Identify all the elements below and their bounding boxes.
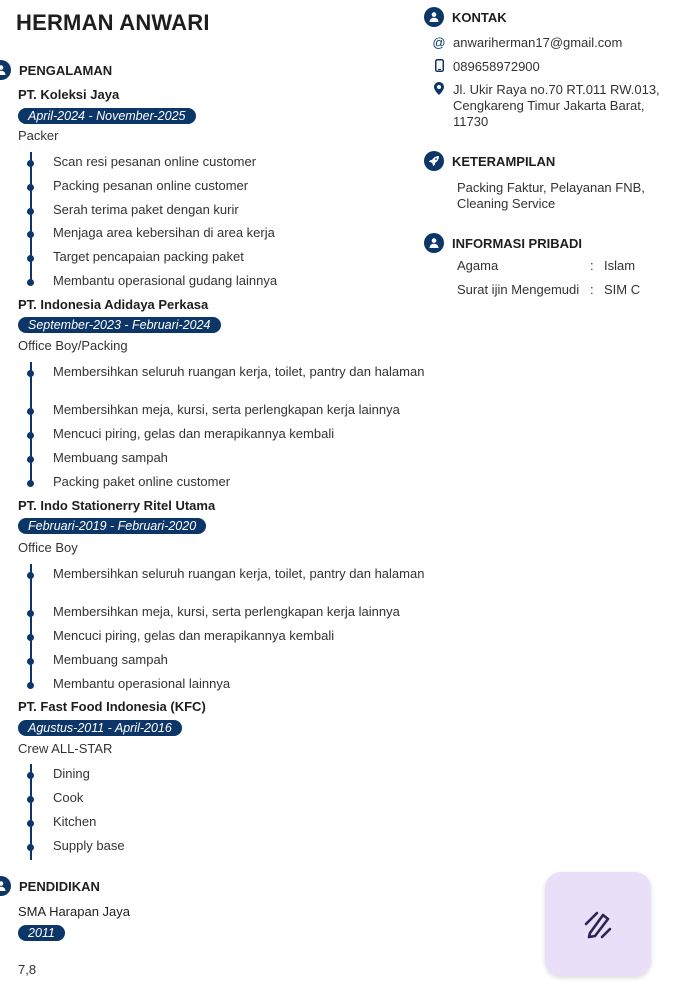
job-duty: Membersihkan seluruh ruangan kerja, toilet, pantry dan halaman xyxy=(53,364,425,379)
personal-separator: : xyxy=(590,282,594,297)
personal-label: Surat ijin Mengemudi xyxy=(457,282,580,297)
education-school: SMA Harapan Jaya xyxy=(18,904,131,919)
job-duty: Mencuci piring, gelas dan merapikannya kembali xyxy=(53,426,335,441)
timeline-bullet xyxy=(27,772,34,779)
contact-email: anwariherman17@gmail.com xyxy=(453,35,623,50)
timeline-bullet xyxy=(27,658,34,665)
job-company: PT. Indonesia Adidaya Perkasa xyxy=(18,297,209,312)
job-role: Packer xyxy=(18,128,59,143)
edit-fab-button[interactable] xyxy=(545,872,651,976)
job-duty: Membantu operasional lainnya xyxy=(53,676,231,691)
job-duty: Mencuci piring, gelas dan merapikannya kembali xyxy=(53,628,335,643)
timeline-bullet xyxy=(27,572,34,579)
job-duty: Dining xyxy=(53,766,90,781)
job-role: Office Boy/Packing xyxy=(18,338,128,353)
job-duty: Packing paket online customer xyxy=(53,474,231,489)
person-icon xyxy=(424,7,444,27)
timeline-bullet xyxy=(27,160,34,167)
timeline-bullet xyxy=(27,408,34,415)
personal-value: SIM C xyxy=(604,282,641,297)
skills-list: Packing Faktur, Pelayanan FNB, Cleaning Service xyxy=(457,180,645,211)
education-year-badge: 2011 xyxy=(18,925,65,941)
job-duty: Membersihkan meja, kursi, serta perlengkapan kerja lainnya xyxy=(53,402,400,417)
timeline-bullet xyxy=(27,432,34,439)
job-duty: Kitchen xyxy=(53,814,97,829)
resume-name: HERMAN ANWARI xyxy=(16,10,210,35)
contact-heading: KONTAK xyxy=(424,7,507,27)
pen-icon xyxy=(580,906,616,942)
job-duty: Scan resi pesanan online customer xyxy=(53,154,257,169)
timeline-bullet xyxy=(27,208,34,215)
timeline-bullet xyxy=(27,682,34,689)
job-duty: Cook xyxy=(53,790,84,805)
timeline-bullet xyxy=(27,255,34,262)
education-heading: PENDIDIKAN xyxy=(0,876,100,896)
job-company: PT. Fast Food Indonesia (KFC) xyxy=(18,699,206,714)
timeline-bullet xyxy=(27,456,34,463)
skills-heading: KETERAMPILAN xyxy=(424,151,555,171)
map-pin-icon xyxy=(432,82,446,98)
personal-label: Agama xyxy=(457,258,499,273)
personal-value: Islam xyxy=(604,258,636,273)
job-duty: Membersihkan meja, kursi, serta perlengkapan kerja lainnya xyxy=(53,604,400,619)
timeline-bullet xyxy=(27,480,34,487)
job-company: PT. Indo Stationerry Ritel Utama xyxy=(18,498,216,513)
timeline-bullet xyxy=(27,796,34,803)
person-icon xyxy=(0,876,11,896)
timeline-line xyxy=(30,362,32,486)
timeline-line xyxy=(30,152,32,284)
job-duty: Membuang sampah xyxy=(53,652,168,667)
timeline-line xyxy=(30,564,32,688)
job-duty: Packing pesanan online customer xyxy=(53,178,249,193)
job-role: Office Boy xyxy=(18,540,78,555)
timeline-bullet xyxy=(27,231,34,238)
job-duty: Supply base xyxy=(53,838,125,853)
job-duty: Target pencapaian packing paket xyxy=(53,249,244,264)
timeline-bullet xyxy=(27,610,34,617)
job-date-badge: Agustus-2011 - April-2016 xyxy=(18,720,182,736)
person-icon xyxy=(424,233,444,253)
timeline-bullet xyxy=(27,820,34,827)
job-role: Crew ALL-STAR xyxy=(18,741,113,756)
job-date-badge: September-2023 - Februari-2024 xyxy=(18,317,221,333)
phone-icon xyxy=(432,59,446,75)
job-duty: Membantu operasional gudang lainnya xyxy=(53,273,278,288)
personal-heading: INFORMASI PRIBADI xyxy=(424,233,582,253)
timeline-bullet xyxy=(27,634,34,641)
job-duty: Menjaga area kebersihan di area kerja xyxy=(53,225,275,240)
contact-phone: 089658972900 xyxy=(453,59,540,74)
person-icon xyxy=(0,60,11,80)
at-icon: @ xyxy=(432,35,446,50)
timeline-bullet xyxy=(27,844,34,851)
timeline-bullet xyxy=(27,279,34,286)
education-score: 7,8 xyxy=(18,962,37,977)
job-duty: Serah terima paket dengan kurir xyxy=(53,202,239,217)
timeline-bullet xyxy=(27,184,34,191)
timeline-bullet xyxy=(27,370,34,377)
job-company: PT. Koleksi Jaya xyxy=(18,87,120,102)
job-duty: Membuang sampah xyxy=(53,450,168,465)
experience-heading: PENGALAMAN xyxy=(0,60,112,80)
job-duty: Membersihkan seluruh ruangan kerja, toilet, pantry dan halaman xyxy=(53,566,425,581)
job-date-badge: April-2024 - November-2025 xyxy=(18,108,196,124)
contact-address: Jl. Ukir Raya no.70 RT.011 RW.013, Cengkareng Timur Jakarta Barat, 11730 xyxy=(453,82,660,129)
personal-separator: : xyxy=(590,258,594,273)
job-date-badge: Februari-2019 - Februari-2020 xyxy=(18,518,206,534)
rocket-icon xyxy=(424,151,444,171)
